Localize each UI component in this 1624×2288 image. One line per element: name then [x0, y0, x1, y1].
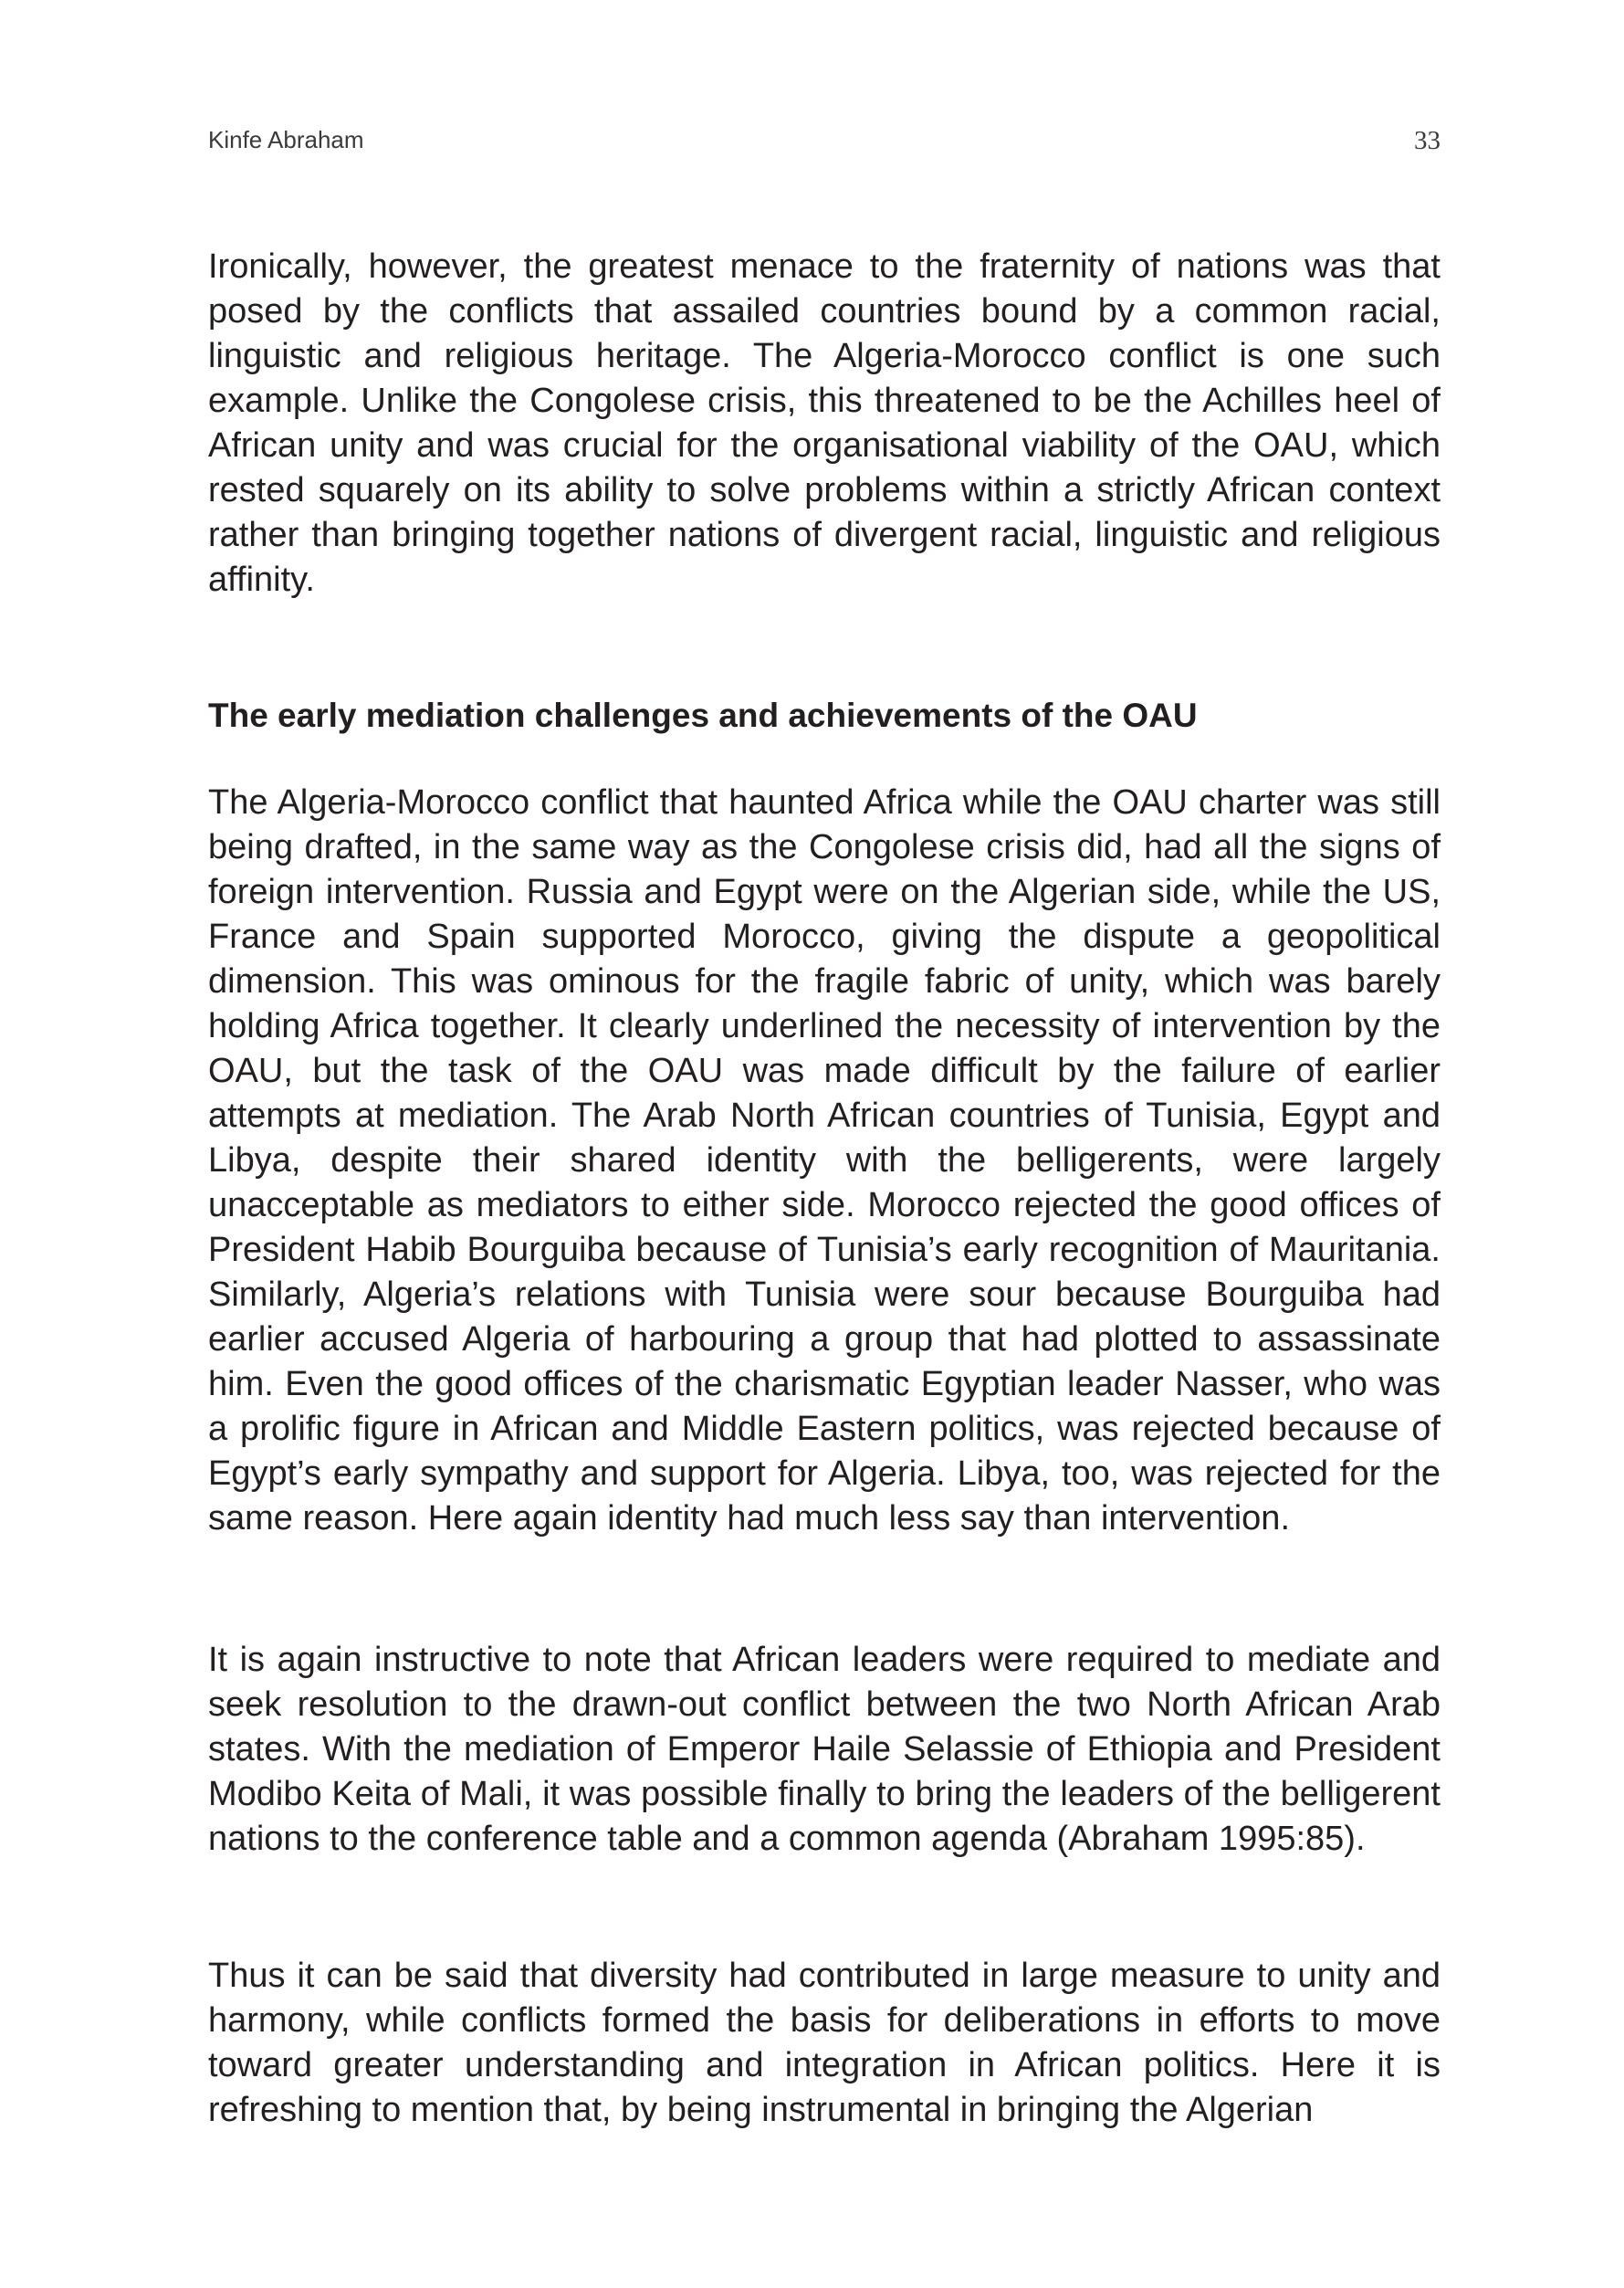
running-head: [208, 126, 1441, 163]
paragraph-african-mediation: It is again instructive to note that African leaders were required to mediate and seek resolution to the drawn-out conflict between the two North African Arab states. With the mediation of Emperor Haile Selassie of Ethiopia and President Modibo Keita of Mali, it was possible finally to bring the leaders of the belligerent nations to the conference table and a common agenda (Abraham 1995:85).: [208, 1641, 1441, 1858]
paragraph-algeria-morocco: The Algeria-Morocco conflict that haunted Africa while the OAU charter was still being drafted, in the same way as the Congolese crisis did, had all the signs of foreign intervention. Russia and Egypt were on the Algerian side, while the US, France and Spain supported Morocco, giving the dispute a geopolitical dimension. This was ominous for the fragile fabric of unity, which was barely holding Africa together. It clearly underlined the necessity of intervention by the OAU, but the task of the OAU was made difficult by the failure of earlier attempts at mediation. The Arab North African countries of Tunisia, Egypt and Libya, despite their shared identity with the belligerents, were largely unacceptable as mediators to either side. Morocco rejected the good offices of President Habib Bourguiba because of Tunisia’s early recognition of Mauritania. Similarly, Algeria’s relations with Tunisia were sour because Bourguiba had earlier accused Algeria of harbouring a group that had plotted to assassinate him. Even the good offices of the charismatic Egyptian leader Nasser, who was a prolific figure in African and Middle Eastern politics, was rejected because of Egypt’s early sympathy and support for Algeria. Libya, too, was rejected for the same reason. Here again identity had much less say than intervention.: [208, 783, 1441, 1538]
paragraph-intro: Ironically, however, the greatest menace to the fraternity of nations was that posed by the conflicts that assailed countries bound by a common racial, linguistic and religious heritage. The Algeria-Morocco conflict is one such example. Unlike the Congolese crisis, this threatened to be the Achilles heel of African unity and was crucial for the organisational viability of the OAU, which rested squarely on its ability to solve problems within a strictly African context rather than bringing together nations of divergent racial, linguistic and religious affinity.: [208, 247, 1441, 599]
section-heading: The early mediation challenges and achievements of the OAU: [208, 697, 1198, 734]
running-head-author: Kinfe Abraham: [208, 126, 364, 153]
paragraph-diversity-unity: Thus it can be said that diversity had contributed in large measure to unity and harmony, while conflicts formed the basis for deliberations in efforts to move toward greater understanding and integration in African politics. Here it is refreshing to mention that, by being instrumental in bringing the Algerian: [208, 1957, 1441, 2129]
page-number: 33: [1414, 126, 1441, 155]
